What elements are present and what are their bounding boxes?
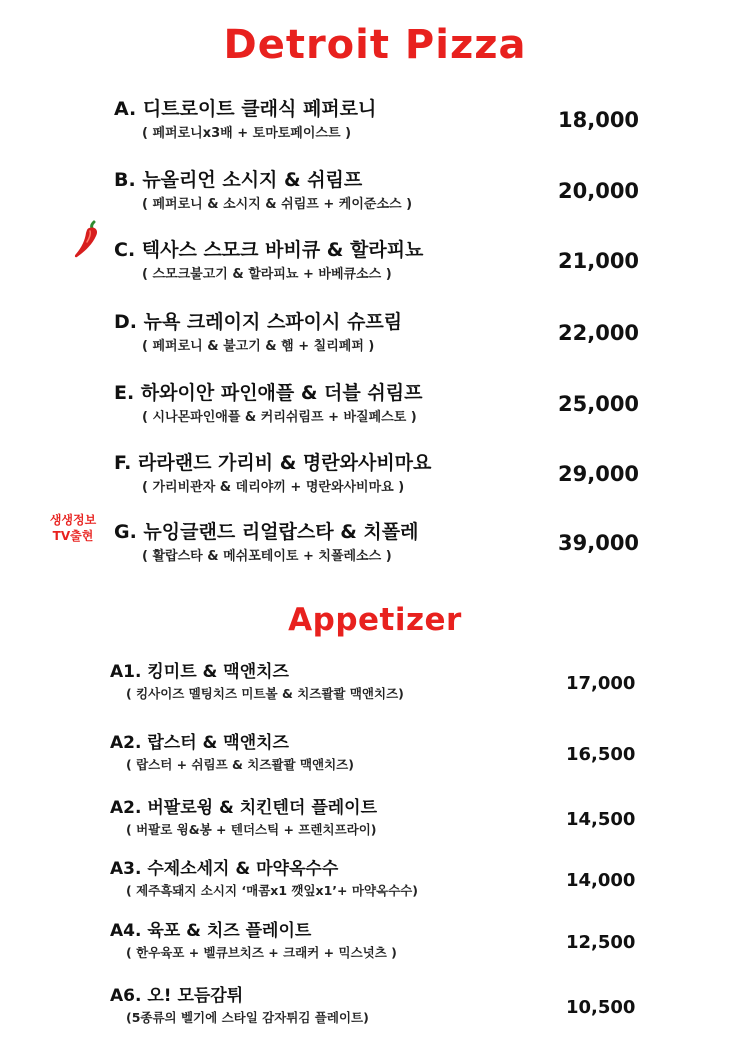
item-name: A2. 버팔로윙 & 치킨텐더 플레이트 (110, 798, 378, 818)
item-price: 12,500 (566, 932, 636, 953)
item-name: A. 디트로이트 클래식 페퍼로니 (114, 98, 377, 120)
item-description: ( 킹사이즈 멜팅치즈 미트볼 & 치즈콸콸 맥앤치즈) (126, 686, 404, 701)
appetizer-section-title: Appetizer (288, 602, 462, 638)
item-price: 21,000 (558, 249, 640, 273)
badge-line-2: TV출현 (52, 529, 94, 543)
item-price: 25,000 (558, 392, 640, 416)
item-description: ( 시나몬파인애플 & 커리쉬림프 + 바질페스토 ) (142, 410, 417, 425)
tv-appearance-badge (36, 512, 110, 544)
chili-pepper-icon (72, 220, 102, 260)
item-name: F. 라라랜드 가리비 & 명란와사비마요 (114, 452, 432, 474)
item-price: 17,000 (566, 673, 636, 694)
item-price: 14,000 (566, 870, 636, 891)
item-price: 22,000 (558, 321, 640, 345)
item-name: B. 뉴올리언 소시지 & 쉬림프 (114, 169, 363, 191)
item-name: A3. 수제소세지 & 마약옥수수 (110, 859, 339, 879)
item-price: 39,000 (558, 531, 640, 555)
item-description: ( 페퍼로니 & 불고기 & 햄 + 칠리페퍼 ) (142, 339, 375, 354)
item-name: A1. 킹미트 & 맥앤치즈 (110, 662, 289, 682)
pizza-section-title: Detroit Pizza (223, 22, 527, 68)
item-price: 14,500 (566, 809, 636, 830)
item-price: 29,000 (558, 462, 640, 486)
item-name: A6. 오! 모듬감튀 (110, 986, 244, 1006)
item-price: 16,500 (566, 744, 636, 765)
item-description: ( 스모크불고기 & 할라피뇨 + 바베큐소스 ) (142, 267, 392, 282)
badge-line-1: 생생정보 (49, 513, 97, 527)
item-name: E. 하와이안 파인애플 & 더블 쉬림프 (114, 382, 423, 404)
item-name: C. 텍사스 스모크 바비큐 & 할라피뇨 (114, 239, 424, 261)
item-description: ( 한우육포 + 벨큐브치즈 + 크래커 + 믹스넛츠 ) (126, 945, 397, 960)
item-name: G. 뉴잉글랜드 리얼랍스타 & 치폴레 (114, 521, 419, 543)
item-description: ( 가리비관자 & 데리야끼 + 명란와사비마요 ) (142, 480, 405, 495)
item-price: 10,500 (566, 997, 636, 1018)
item-name: D. 뉴욕 크레이지 스파이시 슈프림 (114, 311, 403, 333)
item-description: ( 활랍스타 & 메쉬포테이토 + 치폴레소스 ) (142, 549, 392, 564)
item-price: 18,000 (558, 108, 640, 132)
item-name: A2. 랍스터 & 맥앤치즈 (110, 733, 289, 753)
item-description: ( 랍스터 + 쉬림프 & 치즈콸콸 맥앤치즈) (126, 757, 354, 772)
item-name: A4. 육포 & 치즈 플레이트 (110, 921, 312, 941)
item-description: (5종류의 벨기에 스타일 감자튀김 플레이트) (126, 1010, 369, 1025)
item-description: ( 제주흑돼지 소시지 ‘매콤x1 깻잎x1’+ 마약옥수수) (126, 883, 418, 898)
item-description: ( 페퍼로니x3배 + 토마토페이스트 ) (142, 126, 352, 141)
item-description: ( 버팔로 윙&봉 + 텐더스틱 + 프렌치프라이) (126, 822, 377, 837)
item-description: ( 페퍼로니 & 소시지 & 쉬림프 + 케이준소스 ) (142, 197, 413, 212)
item-price: 20,000 (558, 179, 640, 203)
